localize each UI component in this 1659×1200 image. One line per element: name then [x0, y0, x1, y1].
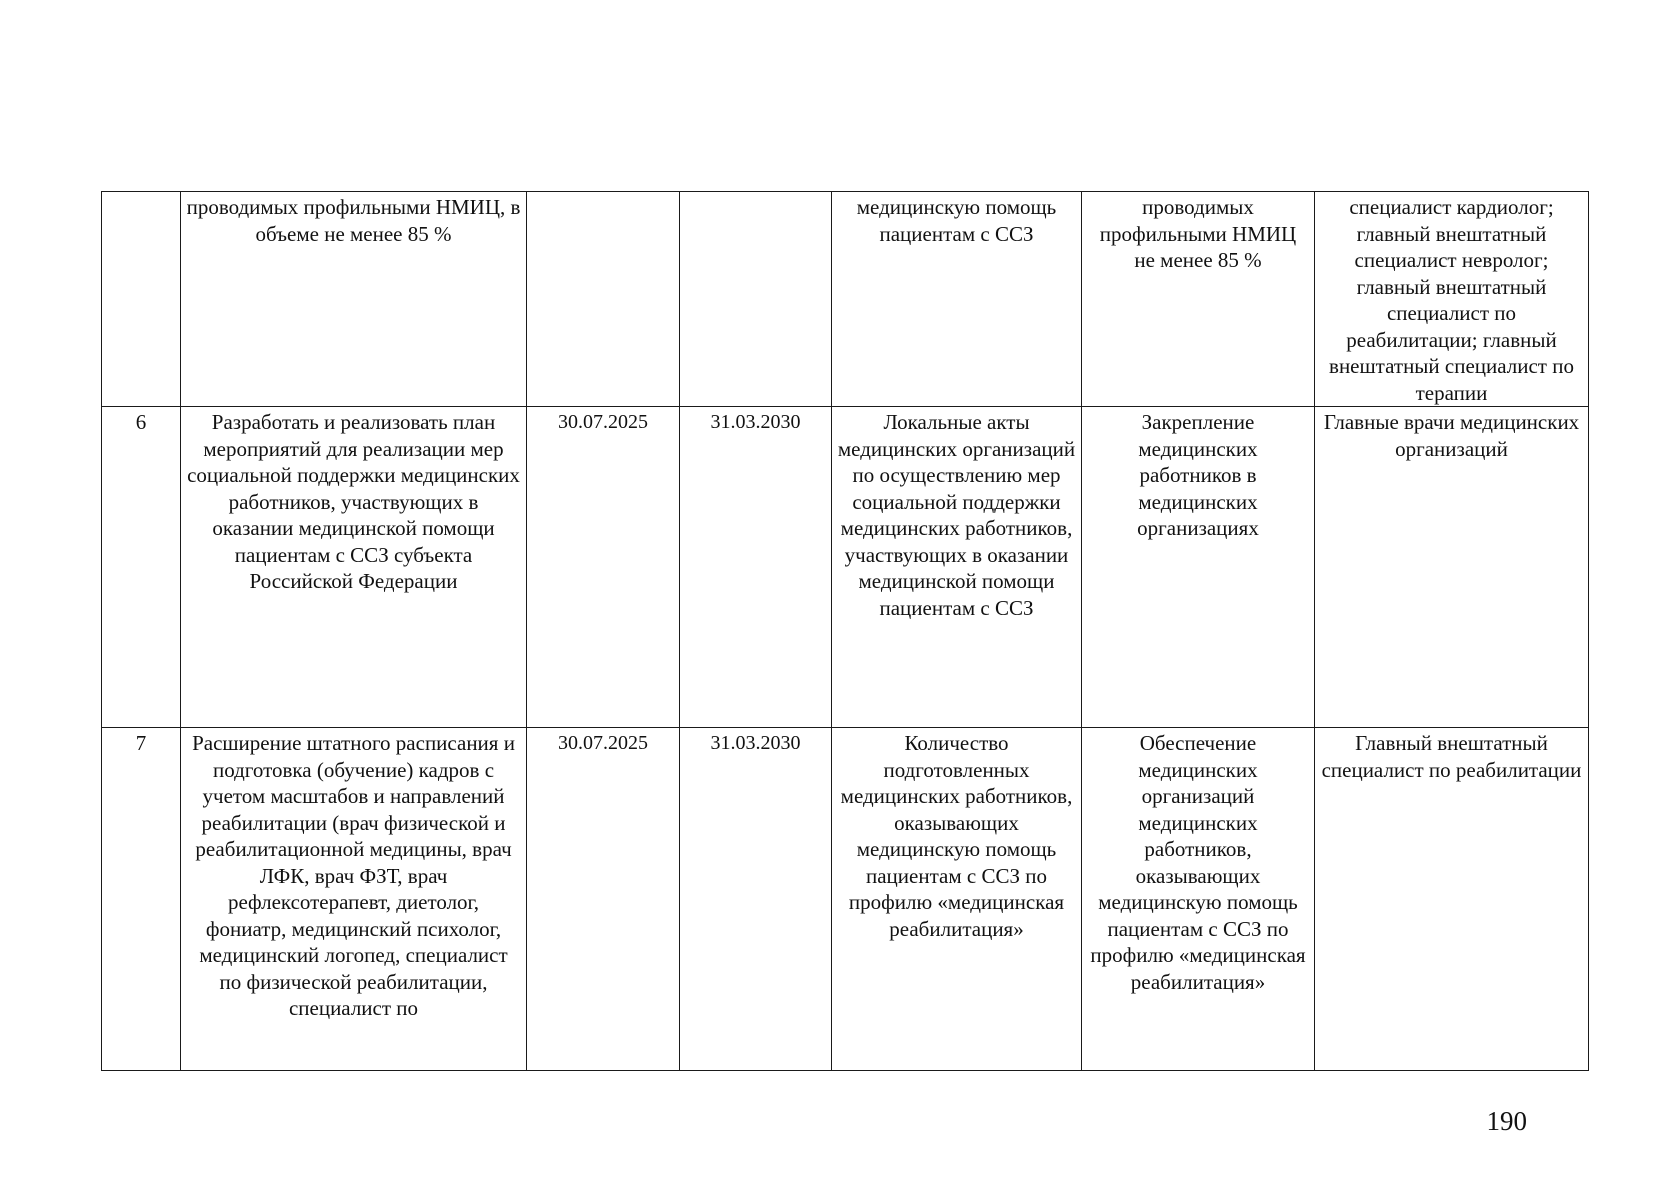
responsible-cell: специалист кардиолог; главный внештатный специалист невролог; главный внештатный специалист по реабилитации; главный внештатный специалист по терапии — [1315, 192, 1589, 407]
row-number-cell: 6 — [102, 407, 181, 728]
row-number-cell — [102, 192, 181, 407]
action-plan-table — [101, 191, 1589, 1071]
end-date-cell: 31.03.2030 — [680, 728, 832, 1071]
start-date-cell: 30.07.2025 — [527, 407, 680, 728]
task-cell: Расширение штатного расписания и подготовка (обучение) кадров с учетом масштабов и направлений реабилитации (врач физической и реабилитационной медицины, врач ЛФК, врач ФЗТ, врач рефлексотерапевт, диетолог, фониатр, медицинский психолог, медицинский логопед, специалист по физической реабилитации, специалист по — [181, 728, 527, 1071]
task-cell: Разработать и реализовать план мероприятий для реализации мер социальной поддержки медицинских работников, участвующих в оказании медицинской помощи пациентам с ССЗ субъекта Российской Федерации — [181, 407, 527, 728]
table-row — [102, 192, 1589, 407]
start-date-cell: 30.07.2025 — [527, 728, 680, 1071]
result-cell: Обеспечение медицинских организаций медицинских работников, оказывающих медицинскую помощь пациентам с ССЗ по профилю «медицинская реабилитация» — [1082, 728, 1315, 1071]
document-cell: Локальные акты медицинских организаций по осуществлению мер социальной поддержки медицинских работников, участвующих в оказании медицинской помощи пациентам с ССЗ — [832, 407, 1082, 728]
result-cell: Закрепление медицинских работников в медицинских организациях — [1082, 407, 1315, 728]
responsible-cell: Главные врачи медицинских организаций — [1315, 407, 1589, 728]
end-date-cell: 31.03.2030 — [680, 407, 832, 728]
table-row — [102, 728, 1589, 1071]
document-cell: Количество подготовленных медицинских работников, оказывающих медицинскую помощь пациентам с ССЗ по профилю «медицинская реабилитация» — [832, 728, 1082, 1071]
start-date-cell — [527, 192, 680, 407]
page-number: 190 — [1486, 1106, 1527, 1136]
end-date-cell — [680, 192, 832, 407]
table-row — [102, 407, 1589, 728]
task-cell: проводимых профильными НМИЦ, в объеме не менее 85 % — [181, 192, 527, 407]
document-cell: медицинскую помощь пациентам с ССЗ — [832, 192, 1082, 407]
responsible-cell: Главный внештатный специалист по реабилитации — [1315, 728, 1589, 1071]
row-number-cell: 7 — [102, 728, 181, 1071]
result-cell: проводимых профильными НМИЦ не менее 85 % — [1082, 192, 1315, 407]
